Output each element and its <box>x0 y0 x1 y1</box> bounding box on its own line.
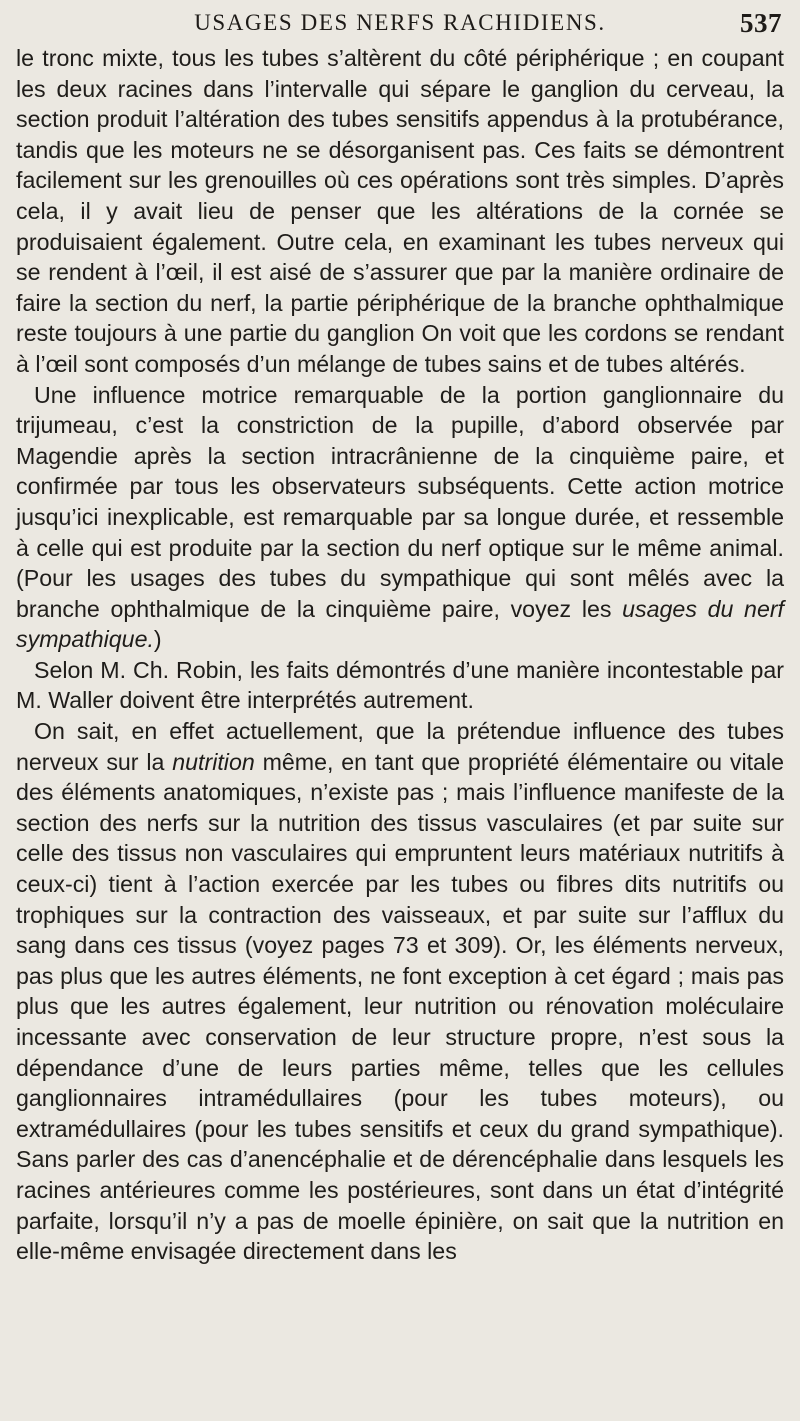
paragraph-4-text-end: même, en tant que propriété élémentaire ou vitale des éléments anatomiques, n’existe pas ; mais l’influence manifeste de la section des nerfs sur la nutrition des tissus vasculaires (et par suite sur celle des tissus non vasculaires qui empruntent leurs matériaux nutritifs à ceux-ci) tient à l’action exercée par les tubes ou fibres dits nutritifs ou trophiques sur la contraction des vaisseaux, et par suite sur l’afflux du sang dans ces tissus (voyez pages 73 et 309). Or, les éléments nerveux, pas plus que les autres éléments, ne font exception à cet égard ; mais pas plus que les autres également, leur nutrition ou rénovation moléculaire incessante avec conservation de leur structure propre, n’est sous la dépendance d’une de leurs parties même, telles que les cellules ganglionnaires intramédullaires (pour les tubes moteurs), ou extramédullaires (pour les tubes sensitifs et ceux du grand sympathique). Sans parler des cas d’anencéphalie et de dérencéphalie dans lesquels les racines antérieures comme les postérieures, sont dans un état d’intégrité parfaite, lorsqu’il n’y a pas de moelle épinière, on sait que la nutrition en elle-même envisagée directement dans les <box>16 748 785 1265</box>
paragraph-1-text: le tronc mixte, tous les tubes s’altèrent du côté périphérique ; en coupant les deux racines dans l’intervalle qui sépare le ganglion du cerveau, la section produit l’altération des tubes sensitifs appendus à la protubérance, tandis que les moteurs ne se désorganisent pas. Ces faits se démontrent facilement sur les grenouilles où ces opérations sont très simples. D’après cela, il y avait lieu de penser que les altérations de la cornée se produisaient également. Outre cela, en examinant les tubes nerveux qui se rendent à l’œil, il est aisé de s’assurer que par la manière ordinaire de faire la section du nerf, la partie périphérique de la branche ophthalmique reste toujours à une partie du ganglion On voit que les cordons se rendant à l’œil sont composés d’un mélange de tubes sains et de tubes altérés. <box>16 45 784 377</box>
paragraph-2-text-start: Une influence motrice remarquable de la portion ganglionnaire du trijumeau, c’est la constriction de la pupille, d’abord observée par Magendie après la section intracrânienne de la cinquième paire, et confirmée par tous les observateurs subséquents. Cette action motrice jusqu’ici inexplicable, est remarquable par sa longue durée, et ressemble à celle qui est produite par la section du nerf optique sur le même animal. (Pour les usages des tubes du sympathique qui sont mêlés avec la branche ophthalmique de la cinquième paire, voyez les <box>16 381 784 622</box>
paragraph-4-text-start: On sait, en effet actuellement, que la prétendue influence des tubes nerveux sur la <box>16 718 784 775</box>
paragraph-2-text-end: ) <box>153 626 162 653</box>
paragraph-3 <box>16 655 784 716</box>
paragraph-2 <box>16 380 784 655</box>
page-number: 537 <box>740 8 782 38</box>
paragraph-4 <box>16 716 784 1267</box>
running-header <box>18 8 782 44</box>
running-title: USAGES DES NERFS RACHIDIENS. <box>194 10 606 35</box>
paragraph-4-italic-term: nutrition <box>172 748 255 775</box>
paragraph-2-italic-reference: usages du nerf sympathique. <box>16 595 784 653</box>
body-text <box>16 43 784 1267</box>
paragraph-3-text: Selon M. Ch. Robin, les faits démontrés d’une manière incontestable par M. Waller doivent être interprétés autrement. <box>16 656 784 714</box>
paragraph-1 <box>16 43 784 380</box>
